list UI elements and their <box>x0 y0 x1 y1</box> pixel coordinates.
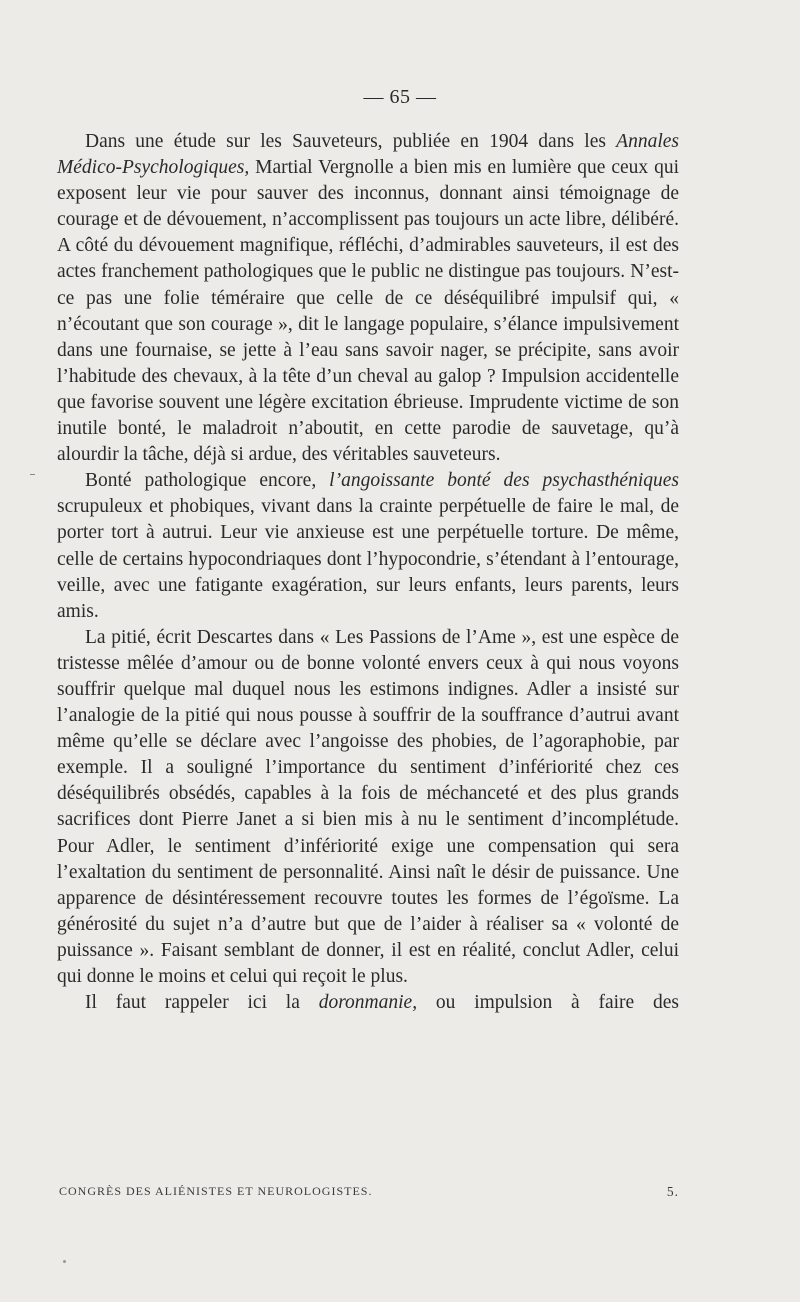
margin-mark <box>30 474 35 475</box>
italic-text: l’angoissante bonté des psychasthéniques <box>329 470 679 492</box>
footer-signature: CONGRÈS DES ALIÉNISTES ET NEUROLOGISTES. <box>59 1184 373 1198</box>
italic-text: doronmanie, <box>318 992 418 1014</box>
body-text <box>57 129 679 1016</box>
text-segment: Dans une étude sur les Sauveteurs, publiée en 1904 dans les <box>85 131 617 152</box>
paper-speck <box>63 1260 66 1263</box>
text-segment: scrupuleux et phobiques, vivant dans la crainte perpétuelle de faire le mal, de porter tort à autrui. Leur vie anxieuse est une perpétuelle torture. De même, celle de certains hypocondriaques dont l’hypocondrie, s’étendant à l’entourage, veille, avec une fatigante exagération, sur leurs enfants, leurs parents, leurs amis. <box>57 496 679 622</box>
footer-sheet-number: 5. <box>666 1184 679 1199</box>
text-segment: Il faut rappeler ici la <box>85 992 319 1014</box>
italic-text: Annales Médico-Psychologiques, <box>57 131 679 179</box>
text-segment: Martial Vergnolle a bien mis en lumière que ceux qui exposent leur vie pour sauver des inconnus, donnant ainsi témoignage de courage et de dévouement, n’accomplissent pas toujours un acte libre, délibéré. A côté du dévouement magnifique, réfléchi, d’admirables sauveteurs, il est des actes franchement pathologiques que le public ne distingue pas toujours. N’est-ce pas une folie téméraire que celle de ce déséquilibré impulsif qui, « n’écoutant que son courage », dit le langage populaire, s’élance impulsivement dans une fournaise, se jette à l’eau sans savoir nager, se précipite, sans avoir l’habitude des chevaux, à la tête d’un cheval au galop ? Impulsion accidentelle que favorise souvent une légère excitation ébrieuse. Imprudente victime de son inutile bonté, le maladroit n’aboutit, en cette parodie de sauvetage, qu’à alourdir la tâche, déjà si ardue, des véritables sauveteurs. <box>57 157 679 466</box>
text-segment: Bonté pathologique encore, <box>85 470 330 492</box>
page-footer <box>59 1184 679 1200</box>
paragraph <box>57 468 679 625</box>
paragraph <box>57 129 679 468</box>
paragraph <box>57 625 679 990</box>
text-segment: La pitié, écrit Descartes dans « Les Passions de l’Ame », est une espèce de tristesse mêlée d’amour ou de bonne volonté envers ceux à qui nous voyons souffrir quelque mal duquel nous les estimons indignes. Adler a insisté sur l’analogie de la pitié qui nous pousse à souffrir de la souffrance d’autrui avant même qu’elle se déclare avec l’angoisse des phobies, de l’agoraphobie, par exemple. Il a souligné l’importance du sentiment d’infériorité chez ces déséquilibrés obsédés, capables à la fois de méchanceté et des plus grands sacrifices dont Pierre Janet a si bien mis à nu le sentiment d’incomplétude. Pour Adler, le sentiment d’infériorité exige une compensation qui sera l’exaltation du sentiment de personnalité. Ainsi naît le désir de puissance. Une apparence de désintéressement recouvre toutes les formes de l’égoïsme. La générosité du sujet n’a d’autre but que de l’aider à réaliser sa « volonté de puissance ». Faisant semblant de donner, il est en réalité, conclut Adler, celui qui donne le moins et celui qui reçoit le plus. <box>57 626 679 987</box>
page-number: — 65 — <box>363 86 437 108</box>
paragraph <box>57 990 679 1016</box>
text-segment: ou impulsion à faire des <box>417 992 679 1014</box>
